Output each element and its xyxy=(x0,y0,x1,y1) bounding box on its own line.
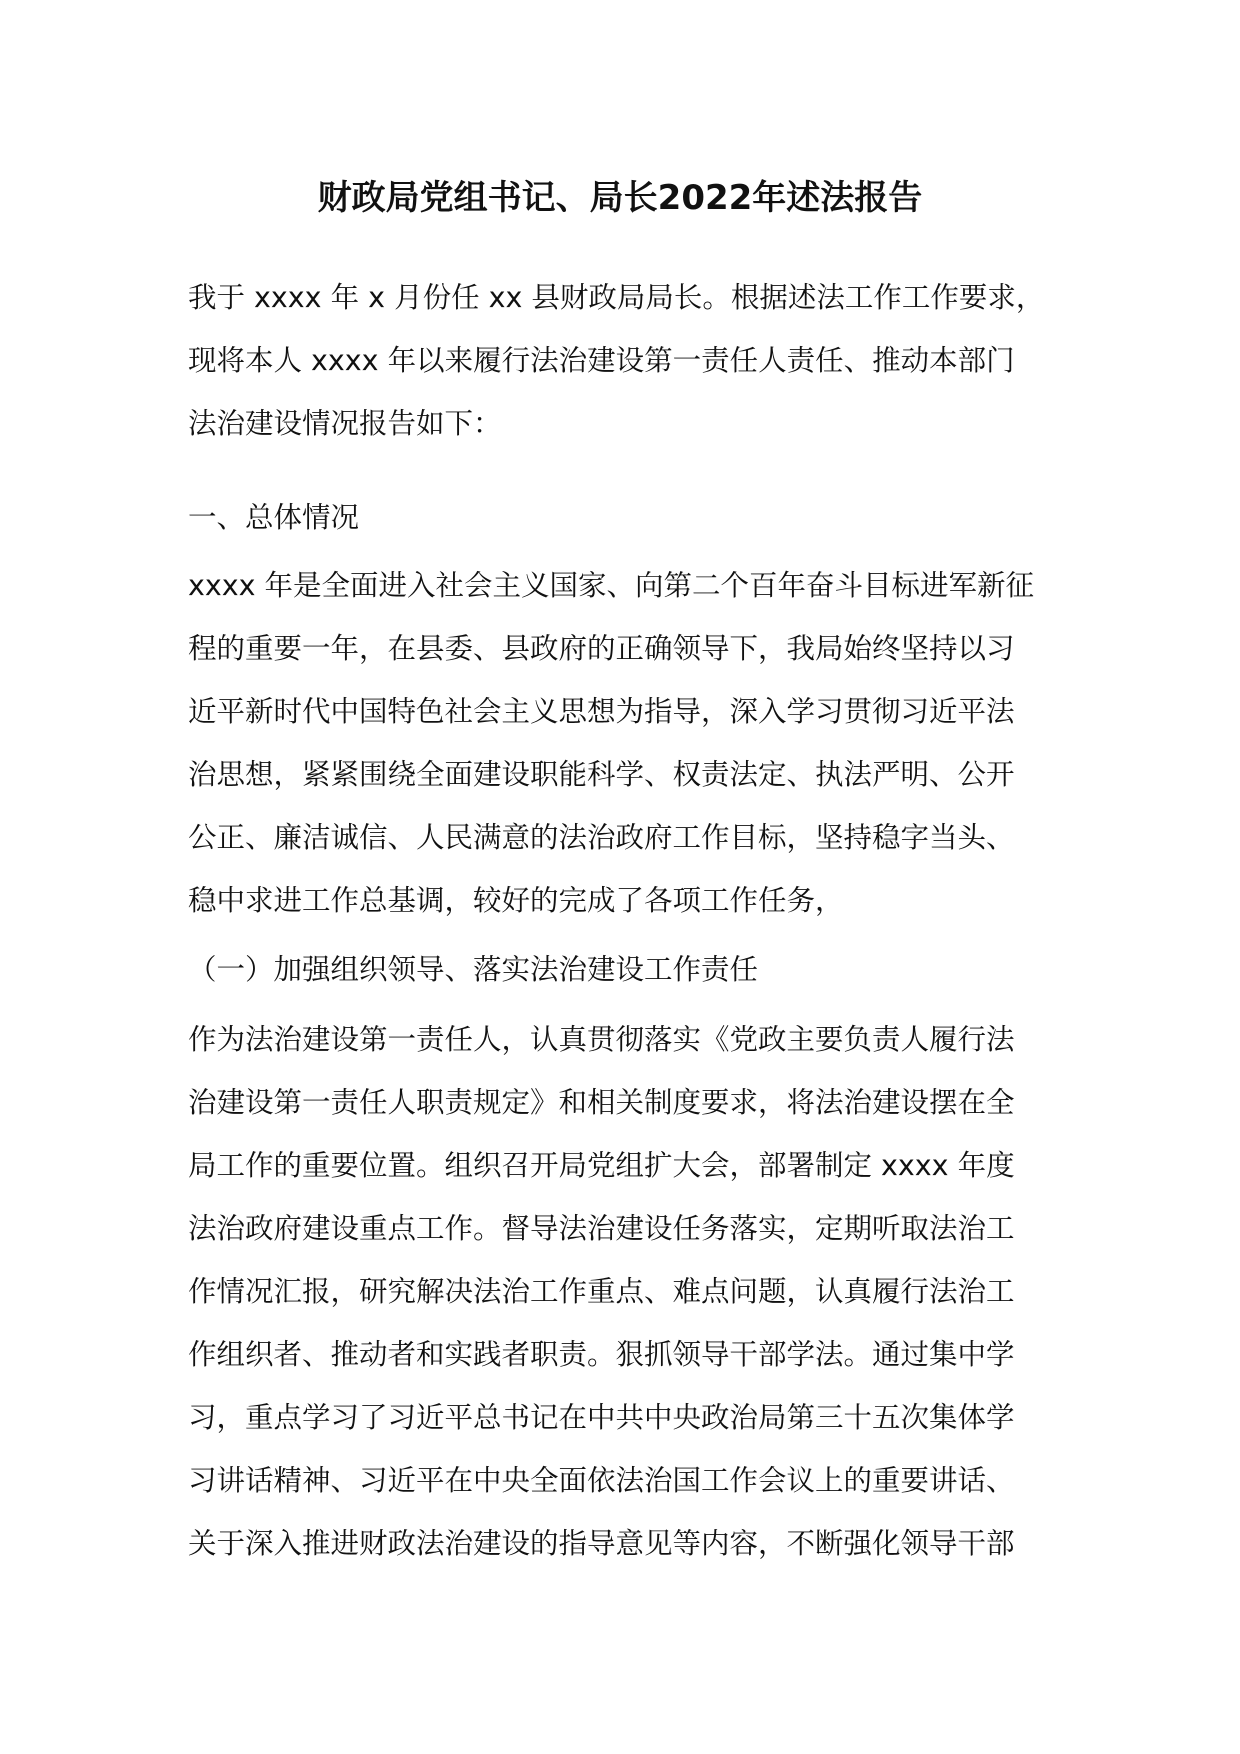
body-line: 法治建设情况报告如下： xyxy=(188,407,502,440)
body-line: 稳中求进工作总基调，较好的完成了各项工作任务， xyxy=(188,884,844,917)
document-title: 财政局党组书记、局长2022年述法报告 xyxy=(317,178,923,218)
body-line: 公正、廉洁诚信、人民满意的法治政府工作目标，坚持稳字当头、 xyxy=(188,821,1015,854)
body-line: 程的重要一年，在县委、县政府的正确领导下，我局始终坚持以习 xyxy=(188,632,1015,665)
body-line: 治思想，紧紧围绕全面建设职能科学、权责法定、执法严明、公开 xyxy=(188,758,1015,791)
body-line: xxxx 年是全面进入社会主义国家、向第二个百年奋斗目标进军新征 xyxy=(188,569,1035,602)
body-line: 现将本人 xxxx 年以来履行法治建设第一责任人责任、推动本部门 xyxy=(188,344,1015,377)
subsection-heading: （一）加强组织领导、落实法治建设工作责任 xyxy=(188,953,759,986)
section-heading: 一、总体情况 xyxy=(188,501,360,534)
body-line: 作组织者、推动者和实践者职责。狠抓领导干部学法。通过集中学 xyxy=(188,1338,1015,1371)
body-line: 习，重点学习了习近平总书记在中共中央政治局第三十五次集体学 xyxy=(188,1401,1015,1434)
body-line: 局工作的重要位置。组织召开局党组扩大会，部署制定 xxxx 年度 xyxy=(188,1149,1015,1182)
body-line: 作情况汇报，研究解决法治工作重点、难点问题，认真履行法治工 xyxy=(188,1275,1015,1308)
body-line: 法治政府建设重点工作。督导法治建设任务落实，定期听取法治工 xyxy=(188,1212,1015,1245)
body-line: 治建设第一责任人职责规定》和相关制度要求，将法治建设摆在全 xyxy=(188,1086,1015,1119)
body-line: 我于 xxxx 年 x 月份任 xx 县财政局局长。根据述法工作工作要求， xyxy=(188,281,1045,314)
body-line: 近平新时代中国特色社会主义思想为指导，深入学习贯彻习近平法 xyxy=(188,695,1015,728)
body-line: 作为法治建设第一责任人，认真贯彻落实《党政主要负责人履行法 xyxy=(188,1023,1015,1056)
body-line: 习讲话精神、习近平在中央全面依法治国工作会议上的重要讲话、 xyxy=(188,1464,1015,1497)
body-line: 关于深入推进财政法治建设的指导意见等内容，不断强化领导干部 xyxy=(188,1527,1015,1560)
